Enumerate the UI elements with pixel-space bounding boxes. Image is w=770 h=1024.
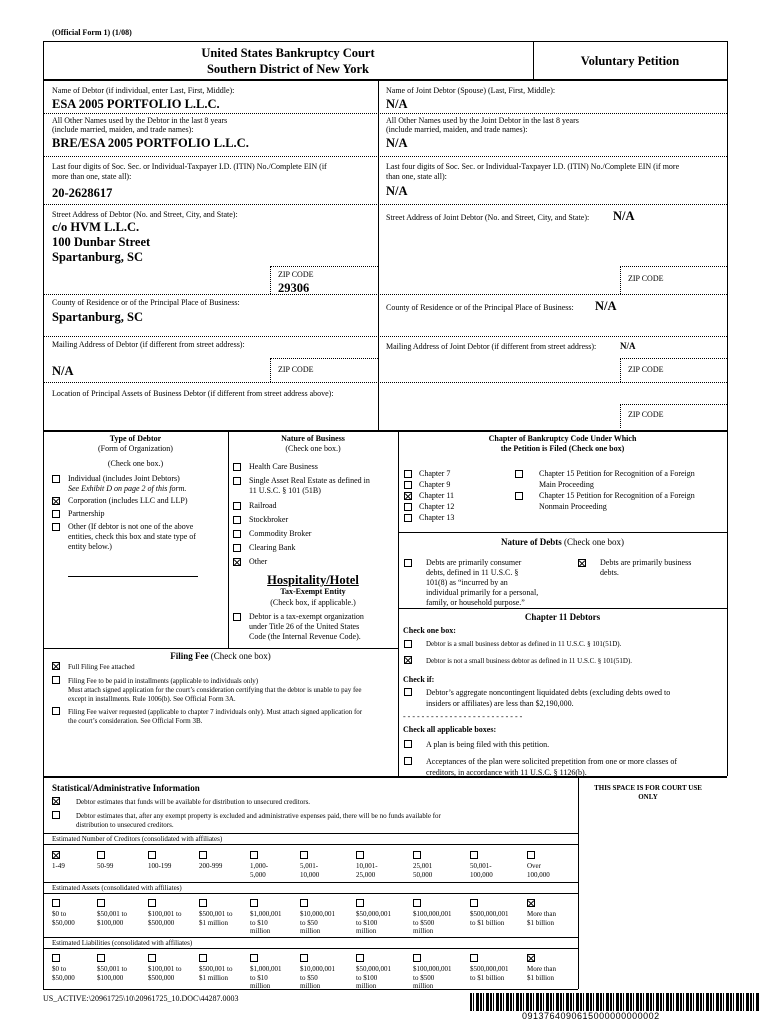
divider (620, 404, 621, 428)
not-small-business-label: Debtor is not a small business debtor as defined in 11 U.S.C. § 101(51D). (426, 657, 633, 665)
divider (43, 156, 727, 157)
nature-title: Nature of Business (281, 434, 345, 443)
petition-title: Voluntary Petition (580, 54, 680, 68)
creditors-option-label: 1-49 (52, 862, 65, 870)
chapter-15-nonmain-label: Chapter 15 Petition for Recognition of a Foreign (539, 491, 695, 500)
liabilities-option-label: to $1 billion (470, 973, 505, 982)
individual-note: See Exhibit D on page 2 of this form. (68, 484, 187, 493)
debtor-name-label: Name of Debtor (if individual, enter Last, First, Middle): (52, 86, 235, 95)
mailing-label: Mailing Address of Debtor (if different from street address): (52, 340, 245, 349)
liabilities-option-checkbox[interactable] (413, 954, 421, 962)
creditors-option-checkbox[interactable] (97, 851, 105, 859)
full-fee-checkbox[interactable] (52, 662, 60, 670)
joint-county[interactable]: N/A (595, 299, 617, 313)
assets-option-label: $50,001 to (97, 910, 127, 918)
divider (228, 431, 229, 648)
assets-option-checkbox[interactable] (52, 899, 60, 907)
creditors-option-label: 25,001 (413, 862, 433, 870)
liabilities-option-label: million (300, 982, 321, 990)
divider (43, 989, 578, 990)
partnership-checkbox[interactable] (52, 510, 60, 518)
check-if-label: Check if: (403, 675, 435, 684)
assets-option-label: $100,000 (97, 918, 124, 927)
liabilities-option-checkbox[interactable] (300, 954, 308, 962)
stockbroker-label: Stockbroker (249, 515, 289, 524)
assets-option-label: to $500 (413, 918, 435, 927)
installments-checkbox[interactable] (52, 676, 60, 684)
creditors-option-checkbox[interactable] (250, 851, 258, 859)
divider (270, 266, 271, 294)
liabilities-option-label: $500,000,001 (470, 965, 509, 973)
divider (43, 382, 727, 383)
other-type-label: entities, check this box and state type of (68, 532, 196, 541)
full-fee-label: Full Filing Fee attached (68, 663, 135, 671)
court-use-label: THIS SPACE IS FOR COURT USE (594, 784, 702, 792)
zip-label: ZIP CODE (628, 365, 664, 374)
fee-waiver-checkbox[interactable] (52, 707, 60, 715)
other-type-label: entity below.) (68, 542, 112, 551)
stockbroker-checkbox[interactable] (233, 516, 241, 524)
assets-option-checkbox[interactable] (300, 899, 308, 907)
liabilities-option-label: million (356, 982, 377, 990)
liabilities-option-label: to $50 (300, 973, 318, 982)
individual-label: Individual (includes Joint Debtors) (68, 474, 180, 483)
funds-available-checkbox[interactable] (52, 797, 60, 805)
assets-option-label: $500,000,001 (470, 910, 509, 918)
assets-option-label: $1 billion (527, 918, 555, 927)
county-label: County of Residence or of the Principal Place of Business: (52, 298, 240, 307)
liabilities-option-checkbox[interactable] (356, 954, 364, 962)
liabilities-option-label: $100,000,001 (413, 965, 452, 973)
no-funds-label: Debtor estimates that, after any exempt property is excluded and administrative expenses paid, there will be no funds available for (76, 812, 441, 820)
debtor-street-2[interactable]: 100 Dunbar Street (52, 235, 151, 249)
liabilities-option-label: $500,000 (148, 973, 175, 982)
joint-county-label: County of Residence or of the Principal Place of Business: (386, 303, 574, 312)
dash-separator: - - - - - - - - - - - - - - - - - - - - - - - - - - (403, 712, 523, 721)
assets-option-label: $100,000,001 (413, 910, 452, 918)
filing-fee-title (43, 651, 398, 662)
type-check: (Check one box.) (107, 459, 164, 468)
creditors-option-label: 100,000 (470, 870, 493, 879)
assets-option-checkbox[interactable] (527, 899, 535, 907)
plan-filed-label: A plan is being filed with this petition. (426, 740, 550, 749)
liabilities-option-checkbox[interactable] (148, 954, 156, 962)
assets-option-label: million (250, 927, 271, 935)
liabilities-option-checkbox[interactable] (527, 954, 535, 962)
liabilities-option-label: to $500 (413, 973, 435, 982)
assets-option-label: $50,000,001 (356, 910, 391, 918)
debts-check: (Check one box) (564, 537, 625, 547)
liabilities-option-label: $50,001 to (97, 965, 127, 973)
creditors-label: Estimated Number of Creditors (consolidated with affiliates) (52, 835, 223, 843)
liabilities-label: Estimated Liabilities (consolidated with affiliates) (52, 939, 193, 947)
joint-other-names-label: (include married, maiden, and trade names): (386, 125, 528, 134)
divider (43, 937, 578, 938)
creditors-option-label: 50,001- (470, 862, 492, 870)
liabilities-option-label: $1,000,001 (250, 965, 282, 973)
divider (43, 948, 578, 949)
debts-title-text: Nature of Debts (500, 537, 562, 547)
creditors-option-label: 10,000 (300, 870, 320, 879)
debtor-county[interactable]: Spartanburg, SC (52, 310, 143, 324)
assets-option-label: to $1 billion (470, 918, 505, 927)
other-business-label: Other (249, 557, 268, 566)
divider (43, 776, 727, 778)
debtor-name[interactable]: ESA 2005 PORTFOLIO L.L.C. (52, 97, 220, 111)
creditors-option-label: 25,000 (356, 870, 376, 879)
assets-option-label: $1 million (199, 918, 228, 927)
joint-name[interactable]: N/A (386, 97, 408, 111)
single-asset-label: Single Asset Real Estate as defined in (249, 476, 370, 485)
liabilities-option-label: More than (527, 965, 556, 973)
barcode-number: 0913764090615000000000002 (522, 1011, 660, 1021)
divider (270, 266, 378, 267)
chapter-15-main-label: Chapter 15 Petition for Recognition of a Foreign (539, 469, 695, 478)
other-business-checkbox[interactable] (233, 558, 241, 566)
consumer-debts-label: Debts are primarily consumer (426, 558, 522, 567)
no-funds-checkbox[interactable] (52, 811, 60, 819)
divider (43, 431, 44, 776)
creditors-option-checkbox[interactable] (300, 851, 308, 859)
assets-option-label: More than (527, 910, 556, 918)
creditors-option-label: 1,000- (250, 862, 269, 870)
chapter-12-label: Chapter 12 (419, 502, 455, 511)
location-label: Location of Principal Assets of Business Debtor (if different from street address above): (52, 389, 334, 398)
assets-option-label: $1,000,001 (250, 910, 282, 918)
liabilities-option-label: to $100 (356, 973, 378, 982)
liabilities-option-checkbox[interactable] (97, 954, 105, 962)
divider (620, 404, 727, 405)
chapter-15-main-checkbox[interactable] (515, 470, 523, 478)
clearing-label: Clearing Bank (249, 543, 296, 552)
other-business-value[interactable]: Hospitality/Hotel (267, 573, 359, 587)
divider (43, 336, 727, 337)
acceptances-label: Acceptances of the plan were solicited prepetition from one or more classes of (426, 757, 678, 766)
divider (43, 41, 44, 441)
tax-exempt-label: under Title 26 of the United States (249, 622, 360, 631)
creditors-option-label: 200-999 (199, 862, 223, 870)
liabilities-option-label: million (250, 982, 271, 990)
chapter-title: Chapter of Bankruptcy Code Under Which (488, 434, 637, 443)
debtor-mailing[interactable]: N/A (52, 364, 74, 378)
installments-label: Filing Fee to be paid in installments (applicable to individuals only) (68, 677, 259, 685)
divider (620, 266, 621, 294)
corporation-label: Corporation (includes LLC and LLP) (68, 496, 188, 505)
debtor-ein[interactable]: 20-2628617 (52, 186, 113, 200)
aggregate-debts-label: insiders or affiliates) are less than $2,190,000. (426, 699, 574, 708)
debtor-zip[interactable]: 29306 (278, 281, 310, 295)
tax-exempt-check: (Check box, if applicable.) (270, 598, 356, 607)
liabilities-option-label: to $10 (250, 973, 268, 982)
individual-checkbox[interactable] (52, 475, 60, 483)
divider (43, 430, 727, 432)
court-district: Southern District of New York (206, 62, 370, 76)
other-type-label: Other (If debtor is not one of the above (68, 522, 194, 531)
liabilities-option-label: $0 to (52, 965, 67, 973)
creditors-option-label: 100,000 (527, 870, 550, 879)
divider (43, 844, 578, 845)
chapter-15-nonmain-checkbox[interactable] (515, 492, 523, 500)
assets-option-label: $10,000,001 (300, 910, 335, 918)
creditors-option-checkbox[interactable] (527, 851, 535, 859)
tax-exempt-label: Code (the Internal Revenue Code). (249, 632, 361, 641)
assets-option-checkbox[interactable] (413, 899, 421, 907)
chapter-11-label: Chapter 11 (419, 491, 455, 500)
divider (43, 882, 578, 883)
chapter-7-label: Chapter 7 (419, 469, 451, 478)
ein-label: more than one, state all): (52, 172, 132, 181)
type-title: Type of Debtor (109, 434, 162, 443)
joint-other-names-label: All Other Names used by the Joint Debtor in the last 8 years (386, 116, 579, 125)
liabilities-option-checkbox[interactable] (52, 954, 60, 962)
liabilities-option-checkbox[interactable] (199, 954, 207, 962)
assets-option-label: to $10 (250, 918, 268, 927)
assets-option-label: $500,000 (148, 918, 175, 927)
not-small-business-checkbox[interactable] (404, 656, 412, 664)
creditors-option-label: 50-99 (97, 862, 114, 870)
divider (620, 358, 727, 359)
consumer-debts-label: family, or household purpose.” (426, 598, 525, 607)
check-all-label: Check all applicable boxes: (403, 725, 497, 734)
fee-waiver-label: Filing Fee waiver requested (applicable to chapter 7 individuals only). Must attach signed application for (68, 708, 363, 716)
assets-option-checkbox[interactable] (97, 899, 105, 907)
statistical-title: Statistical/Administrative Information (52, 783, 200, 793)
zip-label: ZIP CODE (628, 410, 664, 419)
liabilities-option-label: $100,000 (97, 973, 124, 982)
railroad-checkbox[interactable] (233, 502, 241, 510)
liabilities-option-label: $100,001 to (148, 965, 182, 973)
chapter-15-main-label: Main Proceeding (539, 480, 594, 489)
joint-other-names[interactable]: N/A (386, 136, 408, 150)
single-asset-checkbox[interactable] (233, 477, 241, 485)
acceptances-label: creditors, in accordance with 11 U.S.C. § 1126(b). (426, 768, 587, 777)
chapter-11-checkbox[interactable] (404, 492, 412, 500)
zip-label: ZIP CODE (278, 270, 314, 279)
chapter-title: the Petition is Filed (Check one box) (500, 444, 625, 453)
divider (270, 358, 271, 382)
consumer-debts-label: 101(8) as “incurred by an (426, 578, 508, 587)
acceptances-checkbox[interactable] (404, 757, 412, 765)
creditors-option-checkbox[interactable] (52, 851, 60, 859)
joint-street-label: Street Address of Joint Debtor (No. and Street, City, and State): (386, 213, 590, 222)
assets-option-label: to $50 (300, 918, 318, 927)
partnership-label: Partnership (68, 509, 105, 518)
joint-mailing[interactable]: N/A (620, 341, 636, 351)
tax-exempt-title: Tax-Exempt Entity (280, 587, 346, 596)
liabilities-option-checkbox[interactable] (250, 954, 258, 962)
zip-label: ZIP CODE (628, 274, 664, 283)
consumer-debts-label: debts, defined in 11 U.S.C. § (426, 568, 519, 577)
single-asset-label: 11 U.S.C. § 101 (51B) (249, 486, 321, 495)
assets-option-checkbox[interactable] (250, 899, 258, 907)
creditors-option-label: 10,001- (356, 862, 378, 870)
joint-mailing-label: Mailing Address of Joint Debtor (if different from street address): (386, 342, 597, 351)
divider (620, 266, 727, 267)
chapter-9-checkbox[interactable] (404, 481, 412, 489)
commodity-checkbox[interactable] (233, 530, 241, 538)
assets-option-label: $100,001 to (148, 910, 182, 918)
health-checkbox[interactable] (233, 463, 241, 471)
health-label: Health Care Business (249, 462, 318, 471)
tax-exempt-checkbox[interactable] (233, 613, 241, 621)
chapter-15-nonmain-label: Nonmain Proceeding (539, 502, 607, 511)
corporation-checkbox[interactable] (52, 497, 60, 505)
installments-note: Must attach signed application for the court’s consideration certifying that the debtor is unable to pay fee (68, 686, 362, 694)
installments-note: except in installments. Rule 1006(b). See Official Form 3A. (68, 695, 236, 703)
railroad-label: Railroad (249, 501, 277, 510)
ch11-check-one: Check one box: (403, 626, 456, 635)
filing-fee-title-text: Filing Fee (170, 651, 209, 661)
liabilities-option-label: $10,000,001 (300, 965, 335, 973)
small-business-label: Debtor is a small business debtor as defined in 11 U.S.C. § 101(51D). (426, 640, 622, 648)
divider (43, 777, 44, 989)
street-label: Street Address of Debtor (No. and Street, City, and State): (52, 210, 238, 219)
business-debts-label: debts. (600, 568, 619, 577)
assets-option-label: $50,000 (52, 918, 75, 927)
creditors-option-label: 5,000 (250, 870, 266, 879)
funds-available-label: Debtor estimates that funds will be available for distribution to unsecured creditors. (76, 798, 311, 806)
assets-option-label: million (300, 927, 321, 935)
debtor-other-names[interactable]: BRE/ESA 2005 PORTFOLIO L.L.C. (52, 136, 249, 150)
commodity-label: Commodity Broker (249, 529, 312, 538)
fee-waiver-note: the court’s consideration. See Official Form 3B. (68, 717, 203, 725)
court-title: United States Bankruptcy Court (201, 46, 375, 60)
doc-id: US_ACTIVE:\20961725\10\20961725_10.DOC\44287.0003 (43, 994, 239, 1003)
divider (43, 294, 727, 295)
aggregate-debts-label: Debtor’s aggregate noncontingent liquidated debts (excluding debts owed to (426, 688, 671, 697)
liabilities-option-label: $1 million (199, 973, 228, 982)
creditors-option-checkbox[interactable] (148, 851, 156, 859)
debtor-street-3[interactable]: Spartanburg, SC (52, 250, 143, 264)
divider (727, 431, 728, 776)
chapter-12-checkbox[interactable] (404, 503, 412, 511)
creditors-option-checkbox[interactable] (470, 851, 478, 859)
creditors-option-label: 100-199 (148, 862, 172, 870)
assets-option-label: million (413, 927, 434, 935)
creditors-option-checkbox[interactable] (413, 851, 421, 859)
chapter-7-checkbox[interactable] (404, 470, 412, 478)
other-type-line (68, 576, 198, 577)
liabilities-option-label: $1 billion (527, 973, 555, 982)
consumer-debts-label: individual primarily for a personal, (426, 588, 539, 597)
no-funds-label: distribution to unsecured creditors. (76, 821, 174, 829)
barcode (470, 993, 760, 1011)
liabilities-option-label: $50,000 (52, 973, 75, 982)
liabilities-option-checkbox[interactable] (470, 954, 478, 962)
joint-street[interactable]: N/A (613, 209, 635, 223)
tax-exempt-label: Debtor is a tax-exempt organization (249, 612, 364, 621)
consumer-debts-checkbox[interactable] (404, 559, 412, 567)
divider (43, 204, 727, 205)
small-business-checkbox[interactable] (404, 640, 412, 648)
liabilities-option-label: million (413, 982, 434, 990)
assets-option-label: to $100 (356, 918, 378, 927)
assets-option-label: million (356, 927, 377, 935)
divider (398, 532, 727, 533)
chapter-9-label: Chapter 9 (419, 480, 451, 489)
creditors-option-checkbox[interactable] (356, 851, 364, 859)
divider (398, 431, 399, 776)
court-use-label: ONLY (638, 793, 658, 801)
divider (578, 777, 579, 989)
joint-name-label: Name of Joint Debtor (Spouse) (Last, First, Middle): (386, 86, 556, 95)
divider (43, 893, 578, 894)
divider (270, 358, 378, 359)
divider (727, 41, 728, 441)
ch11-title: Chapter 11 Debtors (524, 612, 601, 622)
divider (43, 648, 398, 649)
assets-option-checkbox[interactable] (148, 899, 156, 907)
joint-ein-label: than one, state all): (386, 172, 447, 181)
business-debts-label: Debts are primarily business (600, 558, 692, 567)
divider (43, 41, 727, 42)
clearing-checkbox[interactable] (233, 544, 241, 552)
assets-label: Estimated Assets (consolidated with affiliates) (52, 884, 182, 892)
liabilities-option-label: $500,001 to (199, 965, 233, 973)
joint-ein-label: Last four digits of Soc. Sec. or Individual-Taxpayer I.D. (ITIN) No./Complete EIN (if more (386, 162, 680, 171)
other-names-label: (include married, maiden, and trade names): (52, 125, 194, 134)
creditors-option-label: Over (527, 862, 541, 870)
nature-check: (Check one box.) (285, 444, 341, 453)
debtor-street-1[interactable]: c/o HVM L.L.C. (52, 220, 140, 234)
aggregate-debts-checkbox[interactable] (404, 688, 412, 696)
business-debts-checkbox[interactable] (578, 559, 586, 567)
divider (43, 113, 727, 114)
joint-ein[interactable]: N/A (386, 184, 408, 198)
creditors-option-checkbox[interactable] (199, 851, 207, 859)
chapter-13-label: Chapter 13 (419, 513, 455, 522)
creditors-option-label: 50,000 (413, 870, 433, 879)
other-names-label: All Other Names used by the Debtor in the last 8 years (52, 116, 228, 125)
assets-option-checkbox[interactable] (199, 899, 207, 907)
filing-fee-check: (Check one box) (210, 651, 271, 661)
assets-option-checkbox[interactable] (470, 899, 478, 907)
ein-label: Last four digits of Soc. Sec. or Individual-Taxpayer I.D. (ITIN) No./Complete EIN (if (52, 162, 327, 171)
creditors-option-label: 5,001- (300, 862, 319, 870)
other-type-checkbox[interactable] (52, 523, 60, 531)
liabilities-option-label: $50,000,001 (356, 965, 391, 973)
assets-option-checkbox[interactable] (356, 899, 364, 907)
chapter-13-checkbox[interactable] (404, 514, 412, 522)
zip-label: ZIP CODE (278, 365, 314, 374)
form-header: (Official Form 1) (1/08) (52, 28, 132, 37)
divider (43, 833, 578, 834)
plan-filed-checkbox[interactable] (404, 740, 412, 748)
assets-option-label: $0 to (52, 910, 67, 918)
divider (43, 79, 727, 81)
debts-title (398, 537, 727, 548)
divider (398, 608, 727, 609)
divider (620, 358, 621, 382)
divider (378, 81, 379, 430)
assets-option-label: $500,001 to (199, 910, 233, 918)
type-subtitle: (Form of Organization) (98, 444, 173, 453)
